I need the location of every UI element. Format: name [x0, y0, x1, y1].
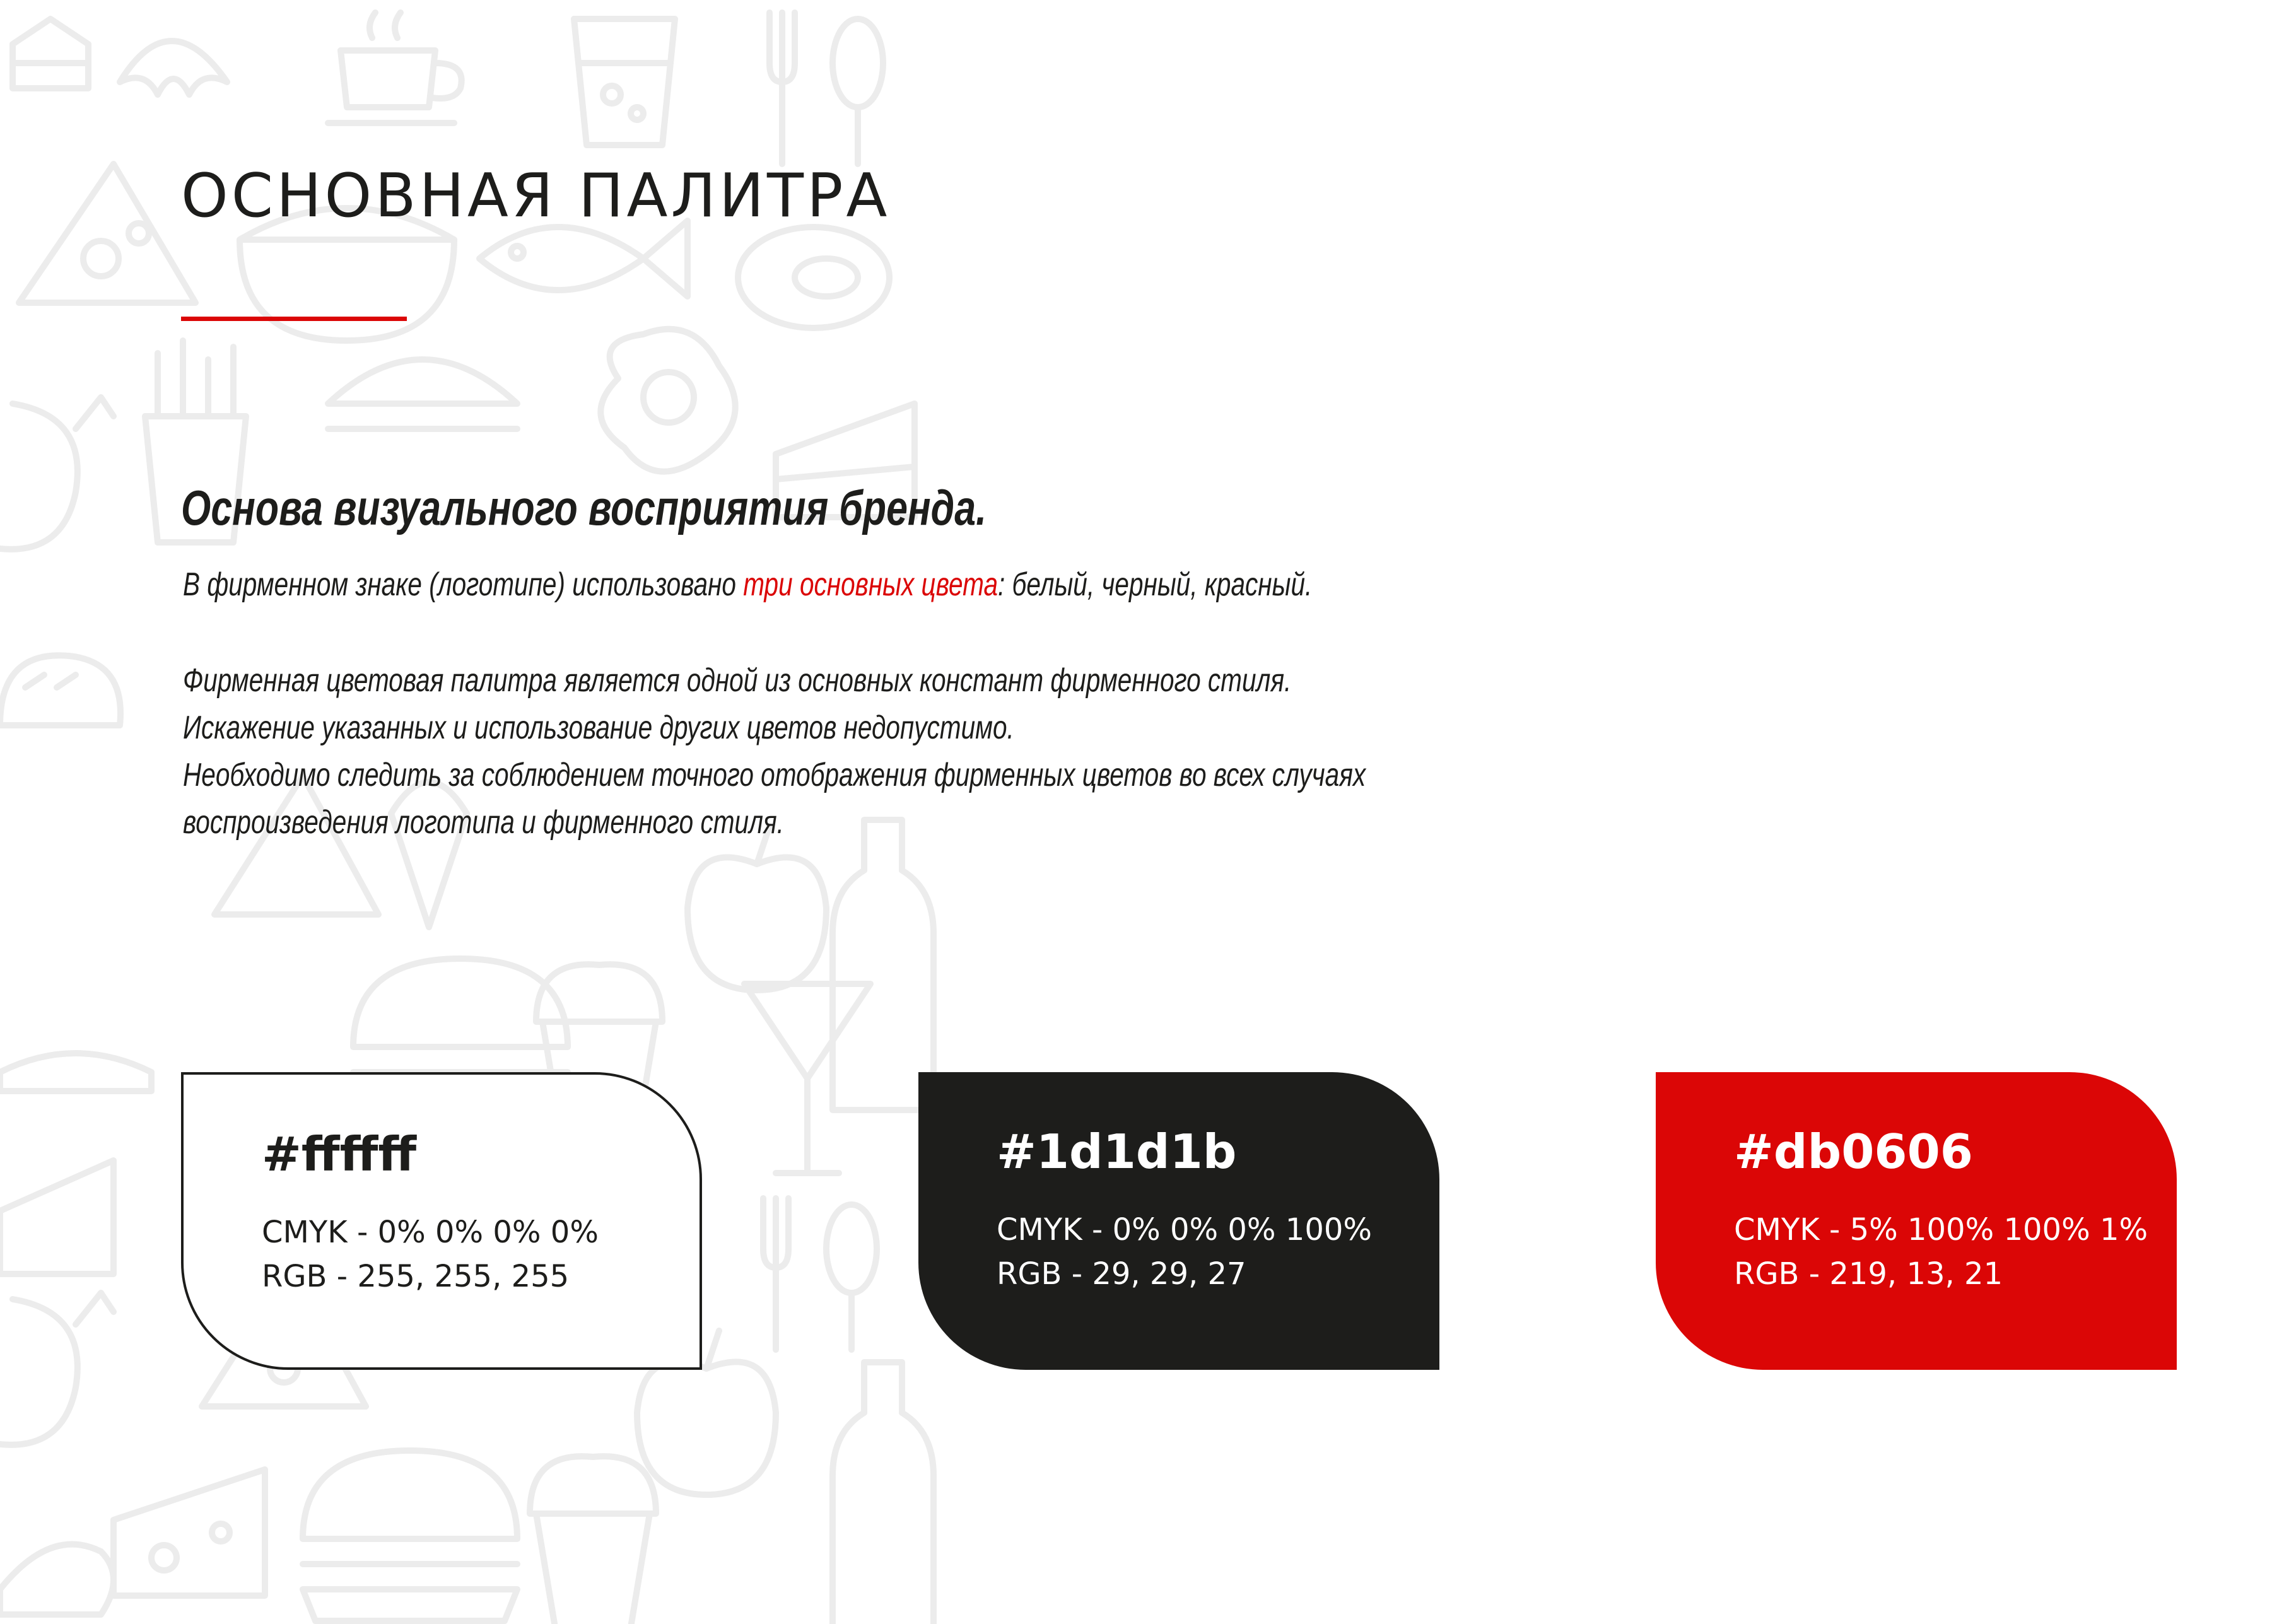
- bowl-icon: [328, 359, 517, 429]
- swatch-rgb: RGB - 29, 29, 27: [997, 1256, 1246, 1292]
- burger-icon: [303, 1451, 517, 1621]
- fork-spoon-icon: [770, 13, 883, 164]
- swatch-cmyk: CMYK - 0% 0% 0% 100%: [997, 1212, 1373, 1247]
- bread-icon: [0, 1545, 114, 1615]
- cake-icon: [0, 1160, 114, 1274]
- bottle-icon: [833, 1362, 934, 1624]
- chicken-leg-icon: [0, 1293, 114, 1445]
- swatch-rgb: RGB - 255, 255, 255: [262, 1259, 570, 1294]
- fork-spoon-icon: [763, 1198, 877, 1350]
- bottle-icon: [833, 820, 934, 1110]
- apple-icon: [688, 826, 826, 990]
- intro-highlight: три основных цвета: [743, 566, 998, 603]
- intro-text: [183, 561, 1312, 609]
- swatch-cmyk: CMYK - 0% 0% 0% 0%: [262, 1215, 599, 1250]
- cake-icon: [13, 19, 88, 88]
- croissant-icon: [120, 41, 227, 95]
- policy-line: Искажение указанных и использование других цветов недопустимо.: [183, 710, 1014, 746]
- swatch-white: [181, 1072, 702, 1370]
- cocktail-icon: [744, 984, 870, 1173]
- steak-icon: [738, 227, 889, 328]
- cupcake-icon: [530, 1456, 656, 1624]
- title-underline: [181, 317, 407, 321]
- cheese-icon: [114, 1469, 265, 1596]
- intro-text-end: : белый, черный, красный.: [998, 566, 1313, 603]
- swatch-hex: #db0606: [1734, 1124, 1973, 1179]
- coffee-cup-icon: [328, 13, 462, 123]
- page-title: ОСНОВНАЯ ПАЛИТРА: [181, 161, 891, 231]
- fish-icon: [479, 221, 688, 296]
- policy-line: Необходимо следить за соблюдением точного отображения фирменных цветов во всех случаях: [183, 757, 1366, 793]
- intro-text-start: В фирменном знаке (логотипе) использовано: [183, 566, 744, 603]
- swatch-cmyk: CMYK - 5% 100% 100% 1%: [1734, 1212, 2148, 1247]
- swatch-hex: #1d1d1b: [997, 1124, 1237, 1179]
- swatch-red: [1656, 1072, 2177, 1370]
- pizza-slice-icon: [19, 164, 196, 303]
- swatch-hex: #ffffff: [262, 1126, 417, 1182]
- bread-icon: [0, 655, 120, 725]
- juice-glass-icon: [574, 19, 675, 145]
- page-subtitle: Основа визуального восприятия бренда.: [181, 480, 987, 535]
- palette-policy-text: [183, 657, 1366, 846]
- swatch-black: [918, 1072, 1439, 1370]
- swatch-rgb: RGB - 219, 13, 21: [1734, 1256, 2003, 1292]
- chicken-leg-icon: [0, 397, 114, 549]
- policy-line: воспроизведения логотипа и фирменного стиля.: [183, 804, 784, 841]
- fried-egg-icon: [600, 329, 735, 472]
- bread-icon: [0, 1053, 151, 1091]
- policy-line: Фирменная цветовая палитра является одной из основных констант фирменного стиля.: [183, 662, 1292, 699]
